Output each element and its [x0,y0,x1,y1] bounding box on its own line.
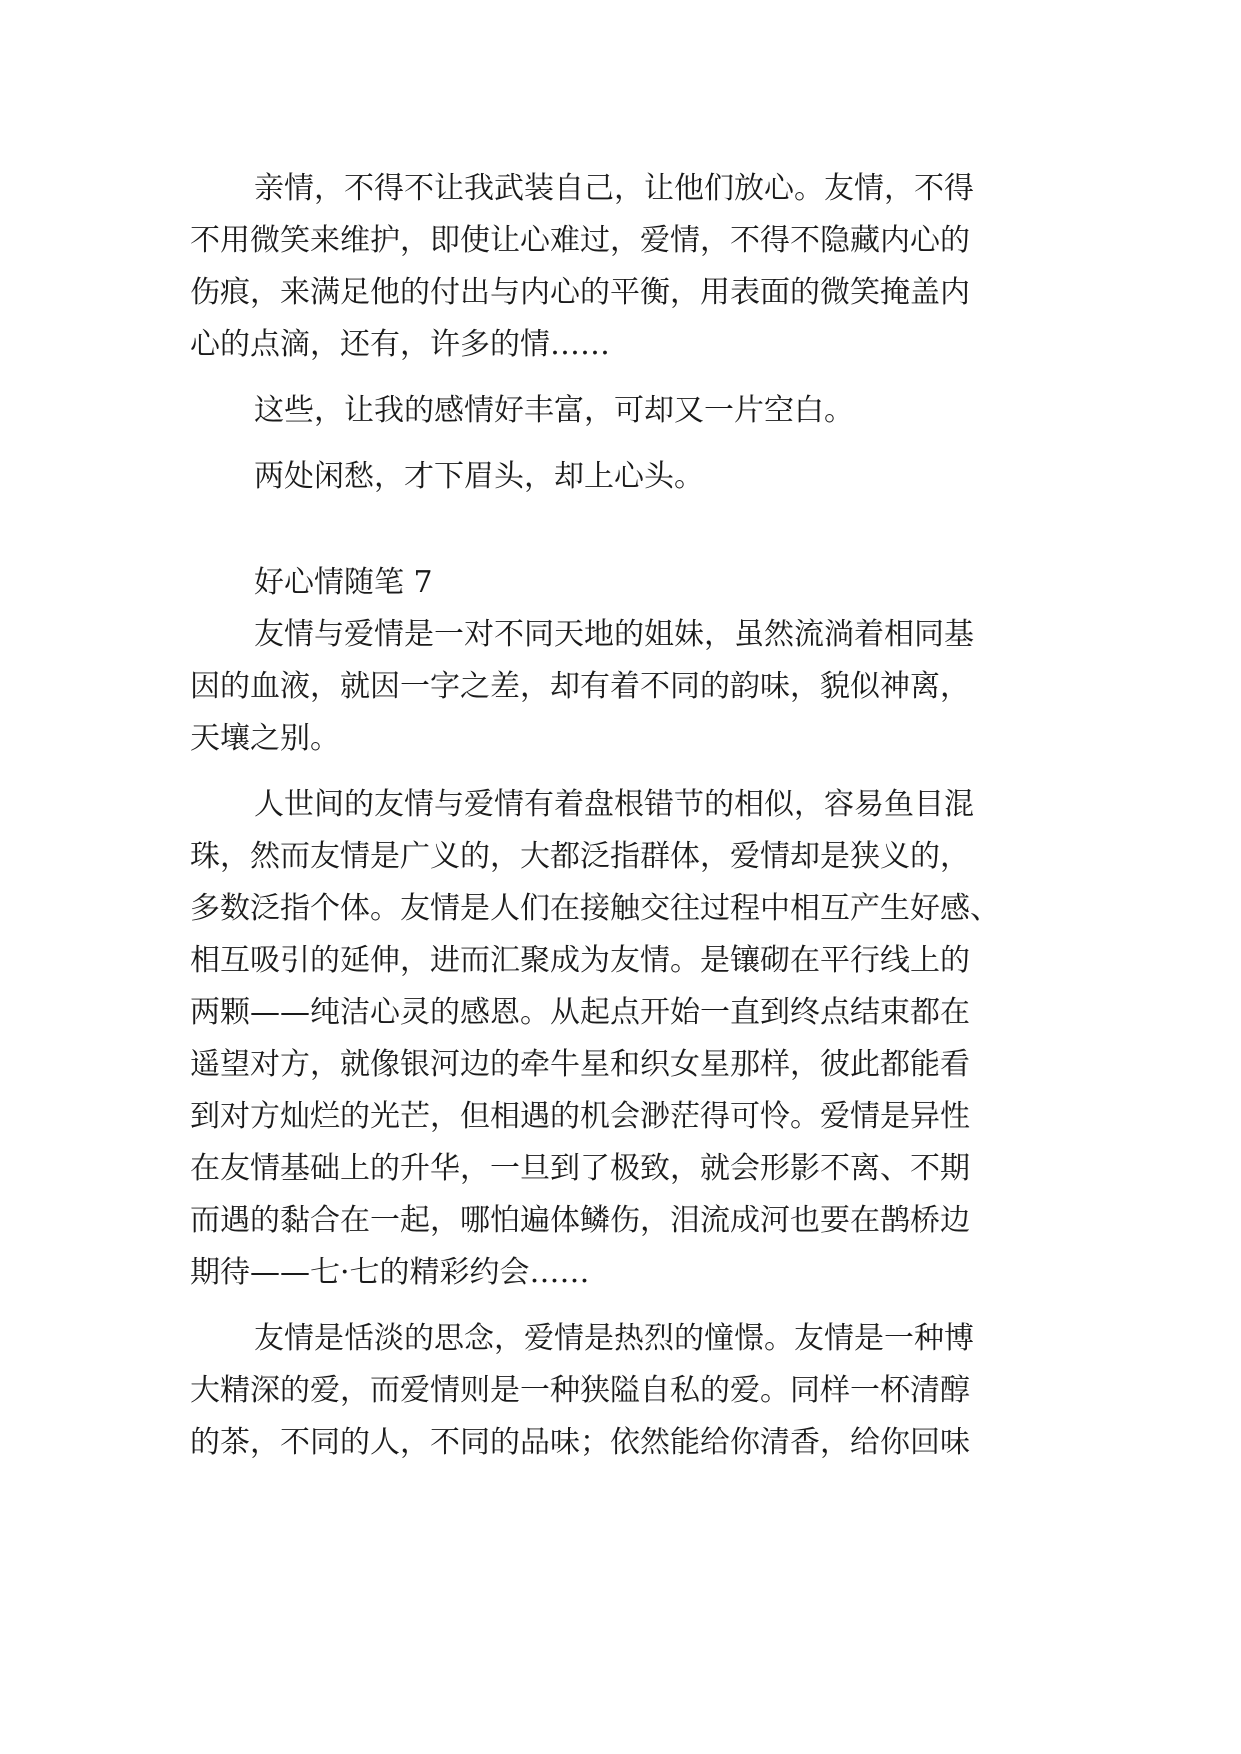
paragraph-line: 遥望对方，就像银河边的牵牛星和织女星那样，彼此都能看 [190,1047,970,1082]
paragraph-line: 心的点滴，还有，许多的情…… [190,327,610,362]
spacer [190,1299,1055,1313]
paragraph-line: 两处闲愁，才下眉头，却上心头。 [254,459,704,494]
paragraph-line: 这些，让我的感情好丰富，可却又一片空白。 [254,393,854,428]
paragraph-line: 天壤之别。 [190,721,340,756]
paragraph-line: 大精深的爱，而爱情则是一种狭隘自私的爱。同样一杯清醇 [190,1373,970,1408]
paragraph-line: 多数泛指个体。友情是人们在接触交往过程中相互产生好感、 [190,891,1000,926]
spacer [190,503,1055,557]
paragraph-line: 两颗——纯洁心灵的感恩。从起点开始一直到终点结束都在 [190,995,970,1030]
paragraph-line: 不用微笑来维护，即使让心难过，爱情，不得不隐藏内心的 [190,223,970,258]
paragraph-line: 珠，然而友情是广义的，大都泛指群体，爱情却是狭义的， [190,839,970,874]
spacer [190,437,1055,451]
paragraph-line: 因的血液，就因一字之差，却有着不同的韵味，貌似神离， [190,669,970,704]
document-body [190,163,1055,1469]
paragraph-line: 友情与爱情是一对不同天地的姐妹，虽然流淌着相同基 [254,617,974,652]
spacer [190,371,1055,385]
paragraph-line: 人世间的友情与爱情有着盘根错节的相似，容易鱼目混 [254,787,974,822]
paragraph-line: 伤痕，来满足他的付出与内心的平衡，用表面的微笑掩盖内 [190,275,970,310]
spacer [190,765,1055,779]
paragraph-line: 而遇的黏合在一起，哪怕遍体鳞伤，泪流成河也要在鹊桥边 [190,1203,970,1238]
paragraph-line: 期待——七·七的精彩约会…… [190,1255,590,1290]
paragraph-line: 在友情基础上的升华，一旦到了极致，就会形影不离、不期 [190,1151,970,1186]
paragraph-line: 友情是恬淡的思念，爱情是热烈的憧憬。友情是一种博 [254,1321,974,1356]
paragraph-line: 亲情，不得不让我武装自己，让他们放心。友情，不得 [254,171,974,206]
section-heading: 好心情随笔 7 [254,565,433,600]
paragraph-line: 相互吸引的延伸，进而汇聚成为友情。是镶砌在平行线上的 [190,943,970,978]
paragraph-line: 的茶，不同的人，不同的品味；依然能给你清香，给你回味 [190,1425,970,1460]
paragraph-line: 到对方灿烂的光芒，但相遇的机会渺茫得可怜。爱情是异性 [190,1099,970,1134]
